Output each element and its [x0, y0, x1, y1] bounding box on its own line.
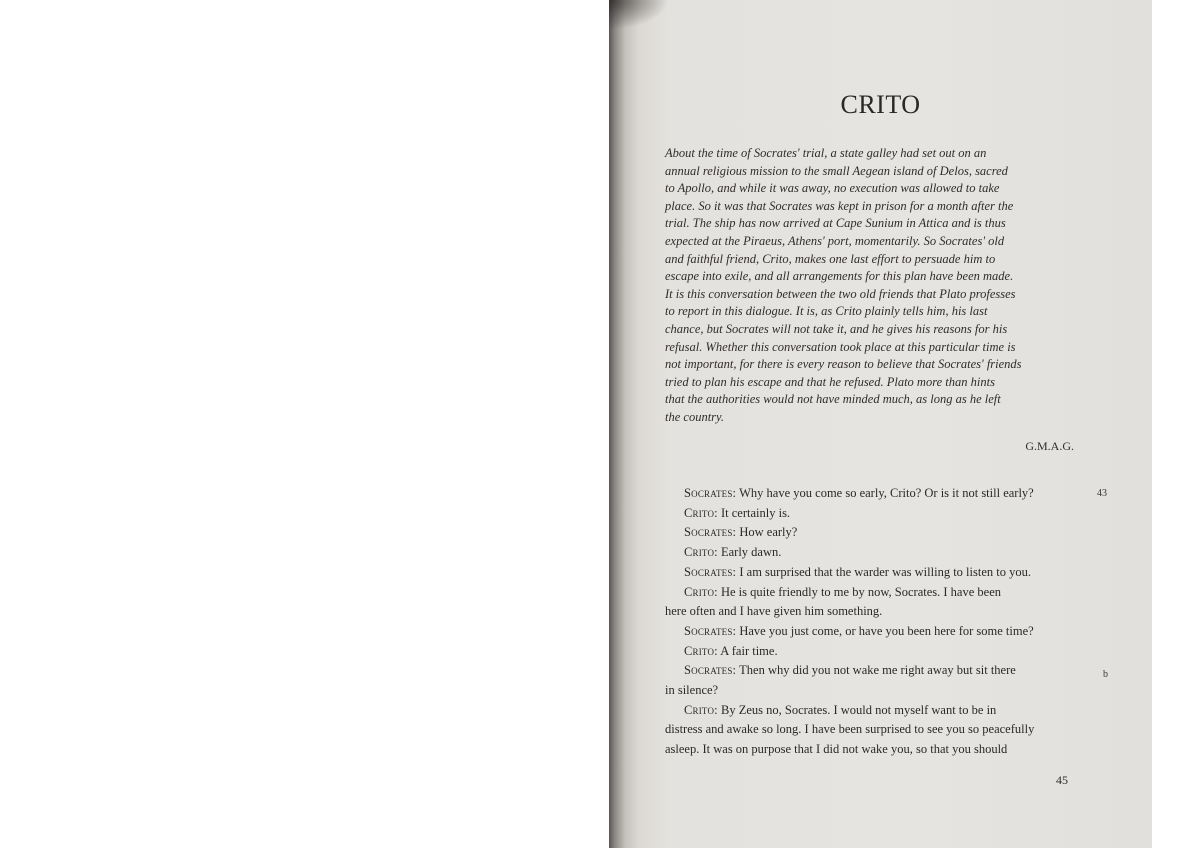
dialogue-line: [665, 583, 1077, 603]
dialogue-line: [665, 523, 1077, 543]
intro-line: the country.: [665, 409, 725, 424]
speaker-name: Socrates:: [684, 486, 737, 500]
speaker-name: Socrates:: [684, 564, 737, 579]
dialogue-text: It certainly is.: [717, 505, 791, 520]
dialogue-line: [665, 661, 1077, 681]
intro-line: tried to plan his escape and that he refused. Plato more than hints: [665, 374, 995, 389]
intro-line: and faithful friend, Crito, makes one last effort to persuade him to: [665, 251, 996, 266]
intro-line: place. So it was that Socrates was kept in prison for a month after the: [665, 198, 1014, 213]
intro-line: chance, but Socrates will not take it, and he gives his reasons for his: [665, 321, 1008, 336]
dialogue-text: Have you just come, or have you been here for some time?: [736, 623, 1034, 638]
dialogue-line: [665, 484, 1077, 504]
intro-line: expected at the Piraeus, Athens' port, momentarily. So Socrates' old: [665, 233, 1005, 248]
dialogue-text: A fair time.: [717, 643, 778, 658]
speaker-name: Crito:: [684, 702, 718, 717]
dialogue-text: in silence?: [665, 683, 719, 698]
stephanus-marker: b: [1103, 669, 1108, 680]
page-number: 45: [1056, 773, 1068, 787]
dialogue-line: [665, 543, 1077, 563]
dialogue: [665, 484, 1077, 760]
intro-line: It is this conversation between the two old friends that Plato professes: [665, 286, 1016, 301]
intro-line: not important, for there is every reason to believe that Socrates' friends: [665, 357, 1022, 372]
speaker-name: Socrates:: [684, 623, 737, 638]
dialogue-line: [665, 563, 1077, 583]
dialogue-line: [665, 504, 1077, 524]
intro-line: About the time of Socrates' trial, a state galley had set out on an: [665, 146, 987, 160]
binding-shadow: [609, 0, 669, 30]
intro-line: to report in this dialogue. It is, as Crito plainly tells him, his last: [665, 304, 988, 319]
speaker-name: Socrates:: [684, 663, 737, 678]
dialogue-text: asleep. It was on purpose that I did not wake you, so that you should: [665, 742, 1008, 757]
dialogue-text: here often and I have given him something.: [665, 604, 883, 619]
dialogue-line: [665, 642, 1077, 662]
scanned-page: [609, 0, 1152, 848]
page-title: CRITO: [840, 90, 921, 119]
dialogue-line: [665, 701, 1077, 721]
dialogue-line: [665, 681, 1077, 701]
dialogue-text: distress and awake so long. I have been surprised to see you so peacefully: [665, 722, 1035, 737]
intro-line: annual religious mission to the small Aegean island of Delos, sacred: [665, 163, 1008, 178]
stephanus-marker: 43: [1097, 488, 1107, 499]
dialogue-text: Then why did you not wake me right away but sit there: [736, 663, 1016, 678]
dialogue-text: By Zeus no, Socrates. I would not myself want to be in: [717, 702, 997, 717]
author-initials: G.M.A.G.: [1025, 439, 1074, 453]
dialogue-line: [665, 602, 1077, 622]
dialogue-line: [665, 740, 1077, 760]
dialogue-text: He is quite friendly to me by now, Socrates. I have been: [717, 584, 1001, 599]
dialogue-line: [665, 720, 1077, 740]
intro-line: that the authorities would not have minded much, as long as he left: [665, 392, 1001, 407]
speaker-name: Crito:: [684, 643, 718, 658]
speaker-name: Crito:: [684, 584, 718, 599]
dialogue-line: [665, 622, 1077, 642]
dialogue-text: Early dawn.: [717, 545, 782, 560]
intro-line: to Apollo, and while it was away, no execution was allowed to take: [665, 181, 1000, 196]
speaker-name: Socrates:: [684, 525, 737, 540]
intro-paragraph: [665, 145, 1075, 427]
speaker-name: Crito:: [684, 545, 718, 560]
intro-line: refusal. Whether this conversation took place at this particular time is: [665, 339, 1016, 354]
dialogue-text: How early?: [736, 525, 798, 540]
dialogue-text: I am surprised that the warder was willing to listen to you.: [736, 564, 1031, 579]
dialogue-text: Why have you come so early, Crito? Or is it not still early?: [736, 486, 1034, 500]
intro-line: escape into exile, and all arrangements for this plan have been made.: [665, 269, 1014, 284]
speaker-name: Crito:: [684, 505, 718, 520]
intro-line: trial. The ship has now arrived at Cape Sunium in Attica and is thus: [665, 216, 1006, 231]
